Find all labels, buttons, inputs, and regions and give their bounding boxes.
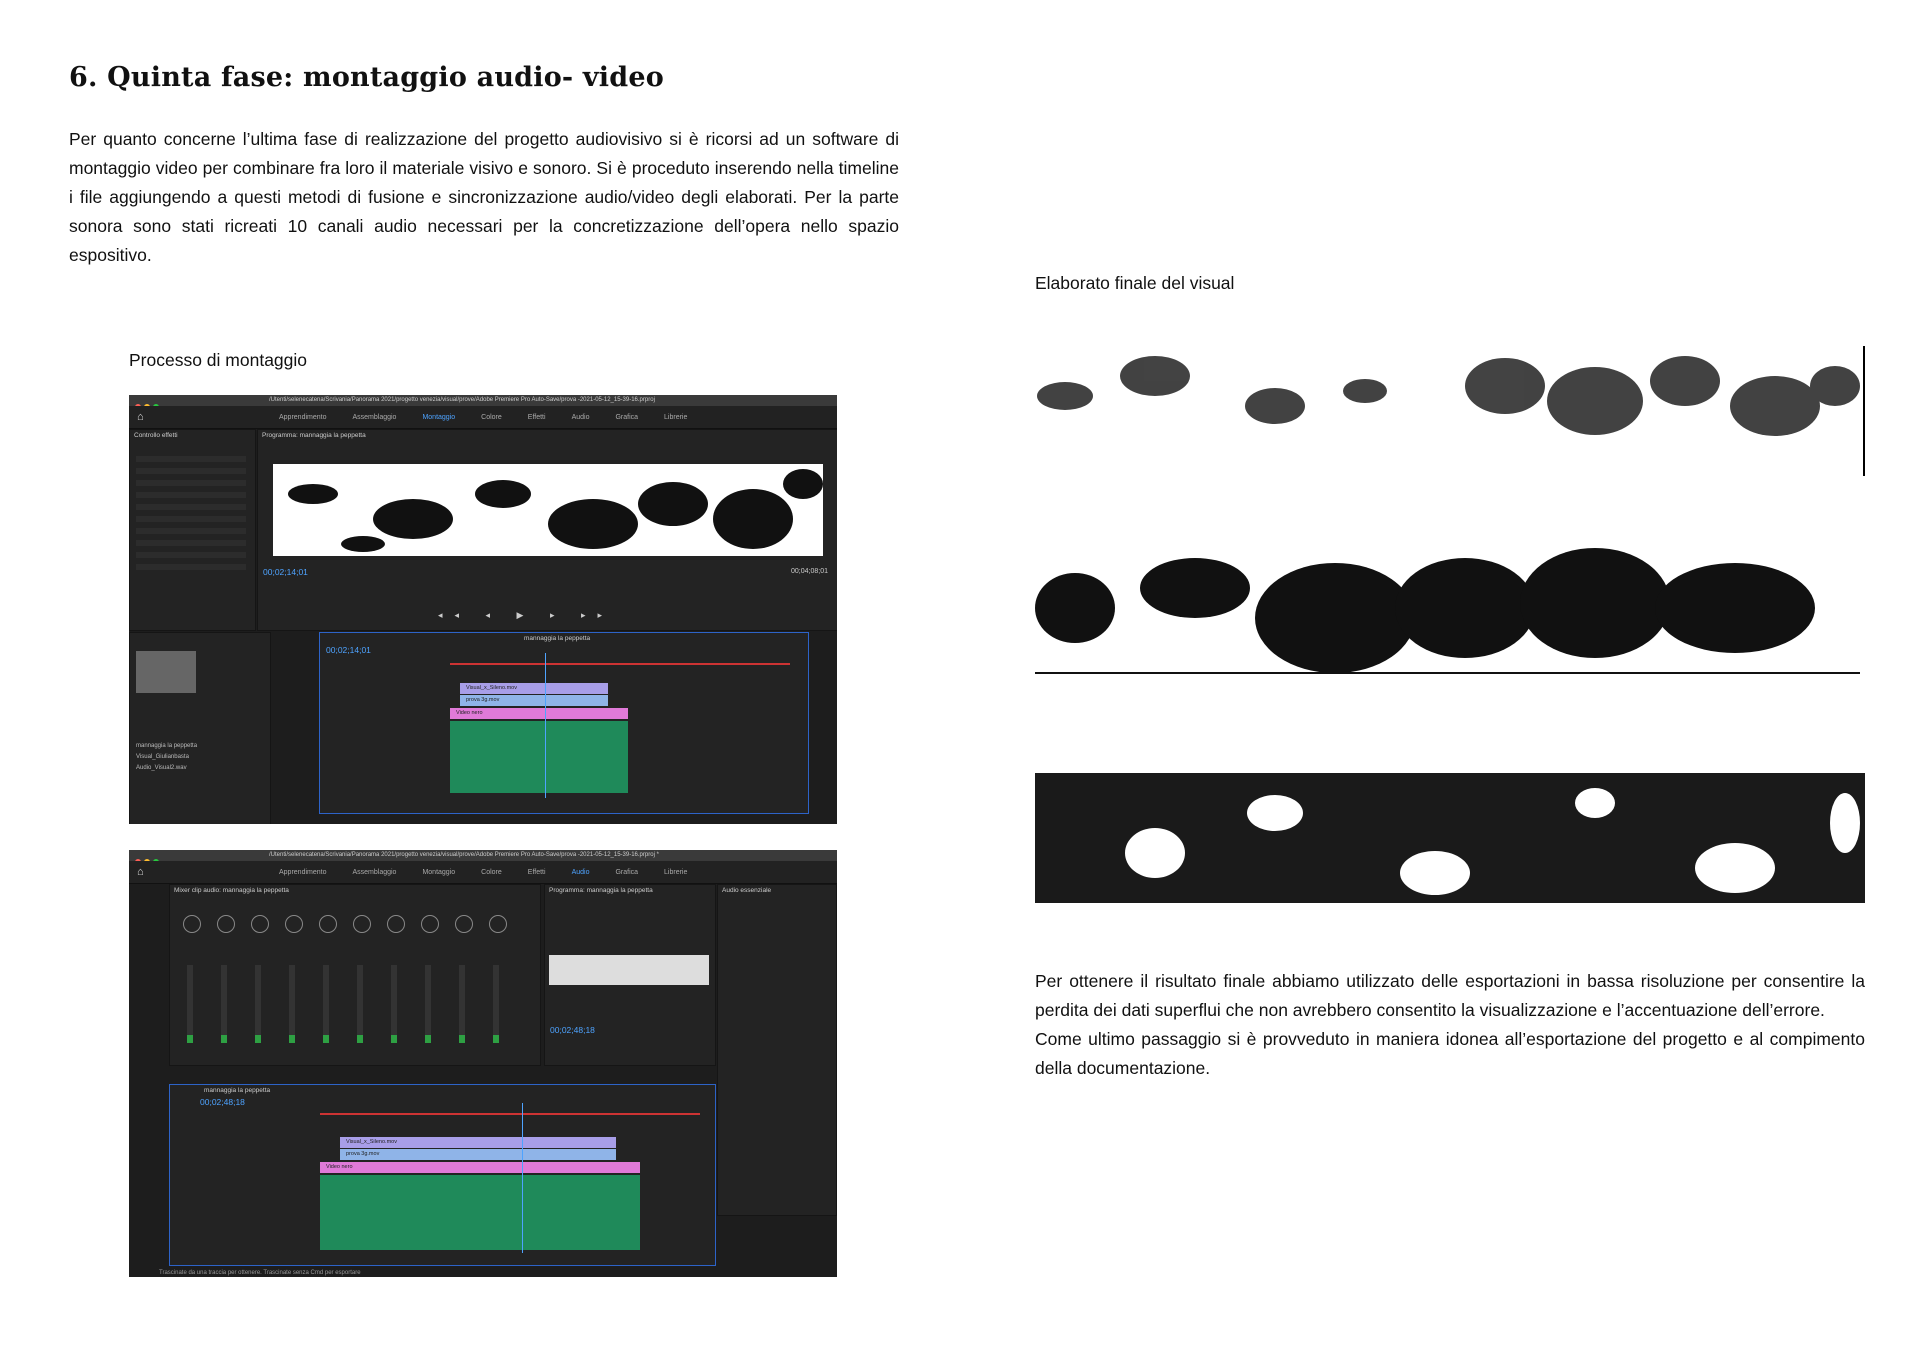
audio-tracks[interactable] <box>450 721 628 793</box>
clip-video-nero[interactable]: Video nero <box>320 1162 640 1173</box>
workspace-tab-colore[interactable]: Colore <box>481 414 502 421</box>
channel-fader[interactable] <box>455 915 473 933</box>
workspace-tab-grafica[interactable]: Grafica <box>615 869 639 876</box>
clip-visual[interactable]: Visual_x_Sileno.mov <box>340 1137 616 1148</box>
channel-fader[interactable] <box>251 915 269 933</box>
channel-fader[interactable] <box>421 915 439 933</box>
project-path: /Utenti/selenecatena/Scrivania/Panorama 2021/progetto venezia/visual/prove/Adobe Premiere Pro Auto-Save/prova -2021-05-12_15-39-16.prproj * <box>269 852 659 858</box>
playhead[interactable] <box>522 1103 523 1253</box>
channel-fader[interactable] <box>285 915 303 933</box>
final-visual-strip-3 <box>1035 773 1865 903</box>
program-monitor <box>544 884 716 1066</box>
project-path: /Utenti/selenecatena/Scrivania/Panorama 2021/progetto venezia/visual/prove/Adobe Premiere Pro Auto-Save/prova -2021-05-12_15-39-16.prproj <box>269 397 655 403</box>
audio-clip-mixer <box>169 884 541 1066</box>
program-title: Programma: mannaggia la peppetta <box>549 887 653 894</box>
channel-fader[interactable] <box>353 915 371 933</box>
project-item[interactable]: mannaggia la peppetta <box>136 743 198 749</box>
workspace-tab-montaggio[interactable]: Montaggio <box>422 869 456 876</box>
project-item[interactable]: Visual_Giulianbasta <box>136 754 189 760</box>
window-titlebar <box>129 850 837 861</box>
timeline-timecode: 00;02;14;01 <box>326 645 371 655</box>
workspace-tab-apprendimento[interactable]: Apprendimento <box>279 414 327 421</box>
timeline-panel <box>169 1084 716 1266</box>
channel-fader[interactable] <box>387 915 405 933</box>
level-meter <box>289 965 295 1043</box>
workspace-tab-librerie[interactable]: Librerie <box>664 414 688 421</box>
premiere-screenshot-editing <box>129 395 837 824</box>
project-item[interactable]: Audio_Visual2.wav <box>136 765 187 771</box>
level-meter <box>425 965 431 1043</box>
workspace-tab-assemblaggio[interactable]: Assemblaggio <box>352 869 397 876</box>
level-meter <box>323 965 329 1043</box>
sequence-tab[interactable]: mannaggia la peppetta <box>204 1087 271 1094</box>
caption-final-visual: Elaborato finale del visual <box>1035 273 1235 293</box>
final-visual-strip-2 <box>1035 548 1865 678</box>
playhead[interactable] <box>545 653 546 798</box>
workspace-tab-apprendimento[interactable]: Apprendimento <box>279 869 327 876</box>
essential-audio-title: Audio essenziale <box>722 887 772 894</box>
workspace-bar <box>129 861 837 884</box>
program-title: Programma: mannaggia la peppetta <box>262 432 366 439</box>
sequence-tab[interactable]: mannaggia la peppetta <box>524 635 591 642</box>
workspace-tab-assemblaggio[interactable]: Assemblaggio <box>352 414 397 421</box>
timeline-timecode: 00;02;48;18 <box>200 1097 245 1107</box>
channel-fader[interactable] <box>489 915 507 933</box>
level-meter <box>391 965 397 1043</box>
premiere-screenshot-audio <box>129 850 837 1277</box>
channel-fader[interactable] <box>217 915 235 933</box>
workspace-tab-librerie[interactable]: Librerie <box>664 869 688 876</box>
workspace-tab-audio[interactable]: Audio <box>571 414 590 421</box>
clip-prova[interactable]: prova 3g.mov <box>340 1149 616 1160</box>
intro-paragraph: Per quanto concerne l’ultima fase di realizzazione del progetto audiovisivo si è ricorsi ad un software di montaggio video per combinare fra loro il materiale visivo e sonoro. Si è proceduto inserendo nella timeline i file aggiungendo a questi metodi di fusione e sincronizzazione audio/video degli elaborati. Per la parte sonora sono stati ricreati 10 canali audio necessari per la concretizzazione dell’opera nello spazio espositivo. <box>69 129 899 265</box>
level-meter <box>255 965 261 1043</box>
level-meter <box>187 965 193 1043</box>
clip-video-nero[interactable]: Video nero <box>450 708 628 719</box>
outro-paragraph-1: Per ottenere il risultato finale abbiamo utilizzato delle esportazioni in bassa risoluzione per consentire la perdita dei dati superflui che non avrebbero consentito la visualizzazione e l’accentuazione dell’errore. <box>1035 971 1865 1020</box>
window-titlebar <box>129 395 837 406</box>
program-end-time: 00;04;08;01 <box>791 568 828 575</box>
status-bar: Trascinate da una traccia per ottenere. Trascinate senza Cmd per esportare <box>159 1270 361 1276</box>
level-meter <box>493 965 499 1043</box>
channel-fader[interactable] <box>319 915 337 933</box>
timeline-panel <box>319 632 809 814</box>
home-icon[interactable]: ⌂ <box>137 866 144 878</box>
outro-paragraph-2: Come ultimo passaggio si è provveduto in maniera idonea all’esportazione del progetto e al compimento della documentazione. <box>1035 1029 1865 1078</box>
outro-text <box>1035 967 1865 1083</box>
audio-tracks[interactable] <box>320 1175 640 1250</box>
program-monitor <box>257 429 837 631</box>
home-icon[interactable]: ⌂ <box>137 411 144 423</box>
level-meter <box>221 965 227 1043</box>
transport-controls[interactable]: ◂◂ ◂ ▶ ▸ ▸▸ <box>438 610 615 620</box>
workspace-tab-colore[interactable]: Colore <box>481 869 502 876</box>
channel-fader[interactable] <box>183 915 201 933</box>
clip-visual[interactable]: Visual_x_Sileno.mov <box>460 683 608 694</box>
program-timecode: 00;02;48;18 <box>550 1025 595 1035</box>
workspace-tab-effetti[interactable]: Effetti <box>527 414 546 421</box>
clip-prova[interactable]: prova 3g.mov <box>460 695 608 706</box>
workspace-tab-grafica[interactable]: Grafica <box>615 414 639 421</box>
workspace-tab-audio[interactable]: Audio <box>571 869 590 876</box>
effect-controls-panel <box>129 429 256 631</box>
panel-title: Controllo effetti <box>134 432 178 439</box>
level-meter <box>357 965 363 1043</box>
level-meter <box>459 965 465 1043</box>
essential-audio-panel <box>717 884 837 1216</box>
workspace-tab-montaggio[interactable]: Montaggio <box>422 414 456 421</box>
final-visual-strip-1 <box>1035 346 1865 476</box>
workspace-tab-effetti[interactable]: Effetti <box>527 869 546 876</box>
program-preview <box>549 955 709 985</box>
program-preview <box>273 464 823 556</box>
project-panel <box>129 632 271 824</box>
workspace-bar <box>129 406 837 429</box>
caption-editing-process: Processo di montaggio <box>129 350 308 370</box>
mixer-title: Mixer clip audio: mannaggia la peppetta <box>174 887 289 894</box>
program-timecode: 00;02;14;01 <box>263 567 308 577</box>
page-title: 6. Quinta fase: montaggio audio- video <box>69 62 664 93</box>
